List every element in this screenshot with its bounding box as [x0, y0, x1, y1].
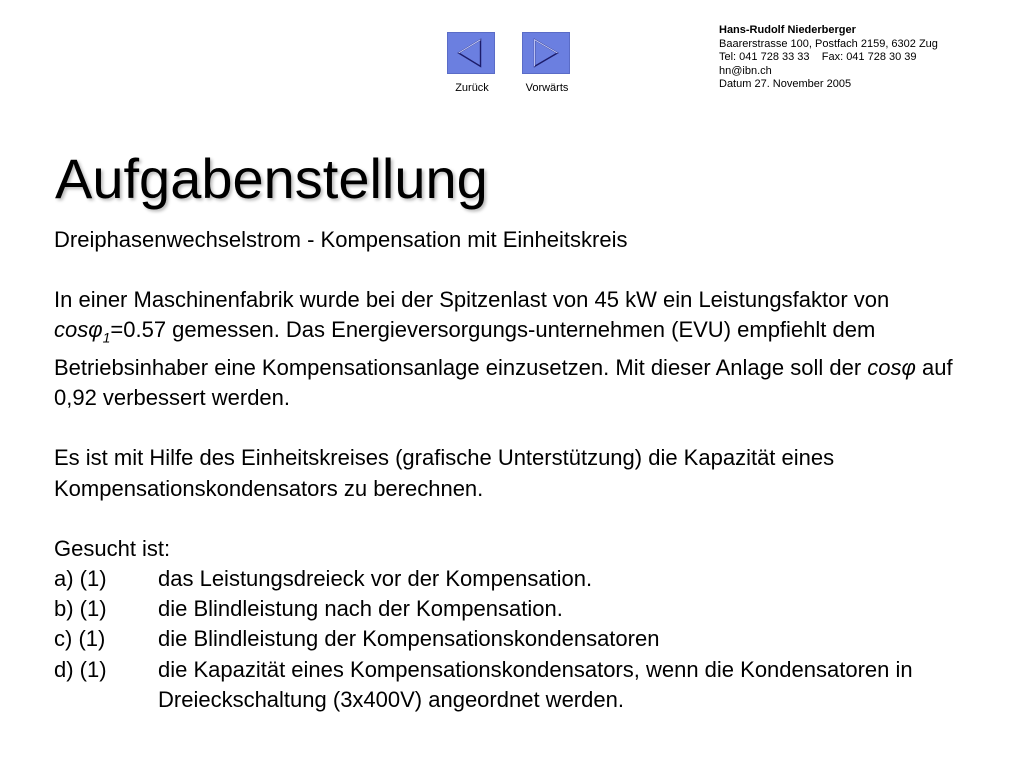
triangle-right-icon: [523, 33, 569, 73]
paragraph-instruction: Es ist mit Hilfe des Einheitskreises (grafische Unterstützung) die Kapazität eines Kompensationskondensators zu berechnen.: [54, 445, 835, 501]
phi-text: φ: [88, 317, 103, 343]
cos-text-2: cos: [867, 355, 902, 380]
author-phone-fax: Tel: 041 728 33 33 Fax: 041 728 30 39: [719, 51, 917, 64]
paragraph-task-part3: auf 0,92 verbessert werden.: [54, 355, 953, 411]
author-date: Datum 27. November 2005: [719, 78, 852, 91]
author-address: Baarerstrasse 100, Postfach 2159, 6302 Zug: [719, 37, 938, 50]
question-text: die Blindleistung nach der Kompensation.: [158, 596, 563, 622]
question-label: c) (1): [54, 626, 106, 652]
forward-label[interactable]: Vorwärts: [525, 82, 569, 94]
cos-text: cos: [54, 317, 89, 343]
question-text: die Kapazität eines Kompensationskondensators, wenn die Kondensatoren in Dreieckschaltung (3x400V) angeordnet werden.: [158, 656, 913, 712]
paragraph-task-part2: =0.57 gemessen. Das Energieversorgungs-unternehmen (EVU) empfiehlt dem Betriebsinhaber eine Kompensationsanlage einzusetzen. Mit dieser Anlage soll der: [54, 317, 876, 380]
question-label: a) (1): [54, 566, 107, 592]
cos-phi1-symbol: [54, 317, 111, 346]
question-text: das Leistungsdreieck vor der Kompensation.: [158, 566, 593, 592]
task-content: [54, 225, 994, 715]
author-name: Hans-Rudolf Niederberger: [719, 24, 856, 36]
author-info: [719, 24, 938, 92]
phi-subscript: 1: [102, 329, 111, 346]
page-title: Aufgabenstellung: [55, 147, 488, 210]
author-email: hn@ibn.ch: [719, 64, 772, 77]
forward-button[interactable]: [522, 32, 570, 74]
question-item: [54, 594, 994, 624]
paragraph-task-part1: In einer Maschinenfabrik wurde bei der Spitzenlast von 45 kW ein Leistungsfaktor von: [54, 287, 890, 313]
questions-heading: Gesucht ist:: [54, 535, 171, 561]
question-text: die Blindleistung der Kompensationskondensatoren: [158, 626, 660, 652]
paragraph-task: [54, 285, 994, 413]
subtitle: Dreiphasenwechselstrom - Kompensation mit Einheitskreis: [54, 227, 628, 252]
question-item: [54, 655, 994, 715]
question-item: [54, 624, 994, 654]
phi-text-2: φ: [901, 355, 916, 380]
question-label: d) (1): [54, 656, 107, 682]
back-label[interactable]: Zurück: [455, 82, 489, 94]
question-item: [54, 564, 994, 594]
question-label: b) (1): [54, 596, 107, 622]
cos-phi-symbol: [867, 355, 916, 380]
triangle-left-icon: [448, 33, 494, 73]
back-button[interactable]: [447, 32, 495, 74]
